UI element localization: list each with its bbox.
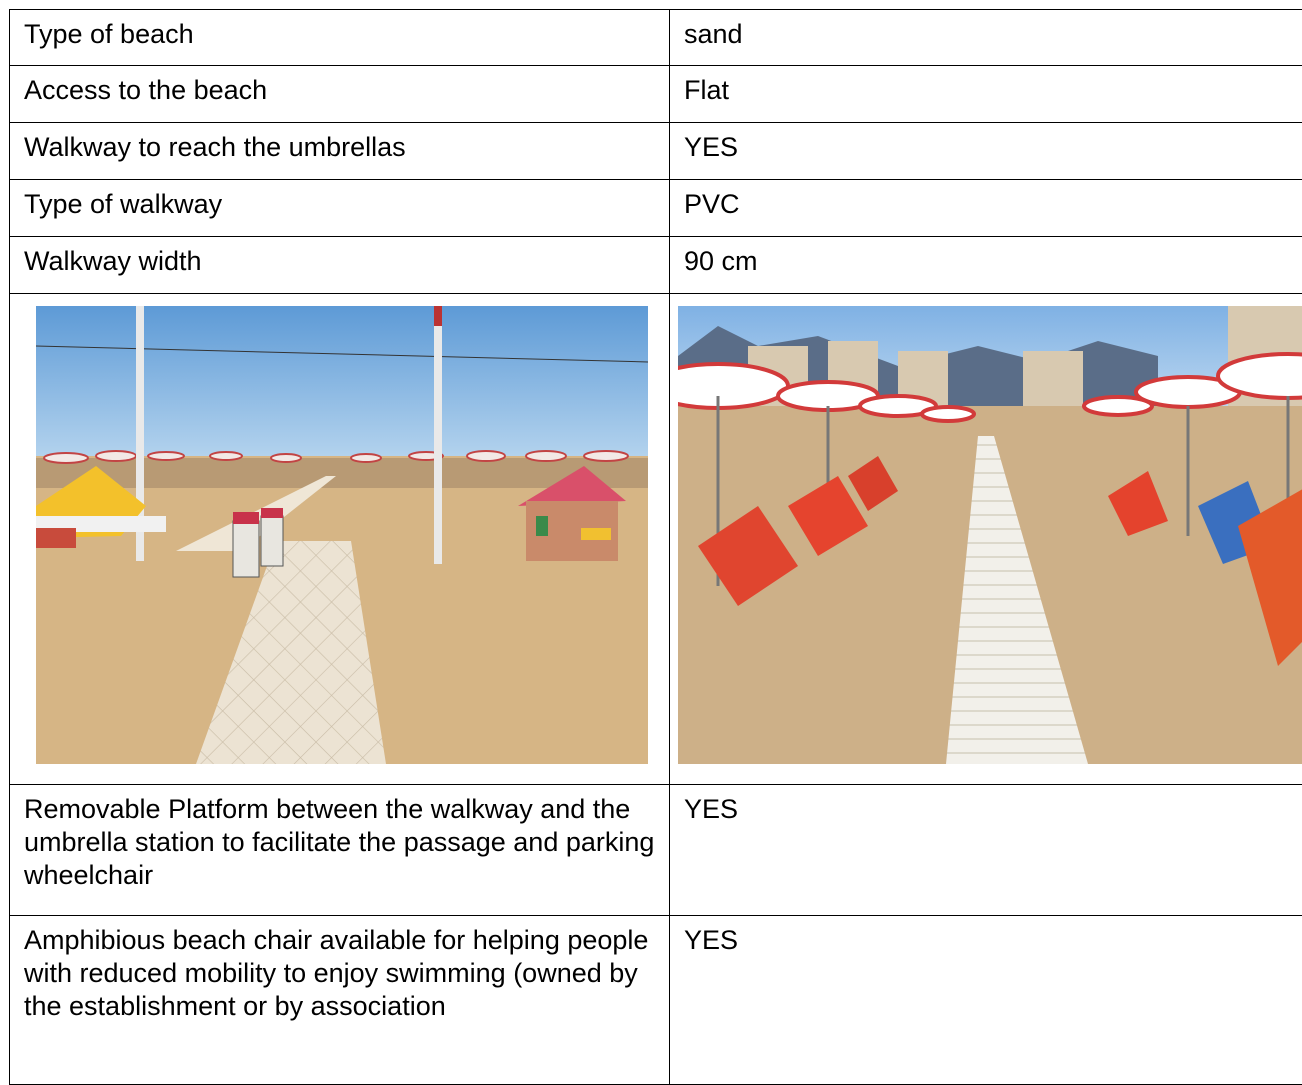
photo-cell-left xyxy=(10,294,670,785)
row-value: YES xyxy=(670,916,1302,1085)
row-label: Walkway width xyxy=(10,237,670,294)
table-row xyxy=(10,66,1302,123)
row-label: Type of beach xyxy=(10,10,670,66)
beach-walkway-pvc-photo xyxy=(678,306,1302,764)
row-label: Removable Platform between the walkway and the umbrella station to facilitate the passage and parking wheelchair xyxy=(10,785,670,916)
row-label: Access to the beach xyxy=(10,66,670,123)
row-value: YES xyxy=(670,123,1302,180)
table-row xyxy=(10,785,1302,916)
row-value: PVC xyxy=(670,180,1302,237)
row-label: Type of walkway xyxy=(10,180,670,237)
beach-walkway-tiled-photo xyxy=(36,306,648,764)
photo-row xyxy=(10,294,1302,785)
row-label: Walkway to reach the umbrellas xyxy=(10,123,670,180)
row-value: YES xyxy=(670,785,1302,916)
beach-info-table xyxy=(9,9,1302,1085)
table-row xyxy=(10,237,1302,294)
row-value: 90 cm xyxy=(670,237,1302,294)
row-value: Flat xyxy=(670,66,1302,123)
row-label: Amphibious beach chair available for helping people with reduced mobility to enjoy swimming (owned by the establishment or by association xyxy=(10,916,670,1085)
table-row xyxy=(10,10,1302,66)
table-row xyxy=(10,180,1302,237)
row-value: sand xyxy=(670,10,1302,66)
table-row xyxy=(10,123,1302,180)
photo-cell-right xyxy=(670,294,1302,785)
table-row xyxy=(10,916,1302,1085)
